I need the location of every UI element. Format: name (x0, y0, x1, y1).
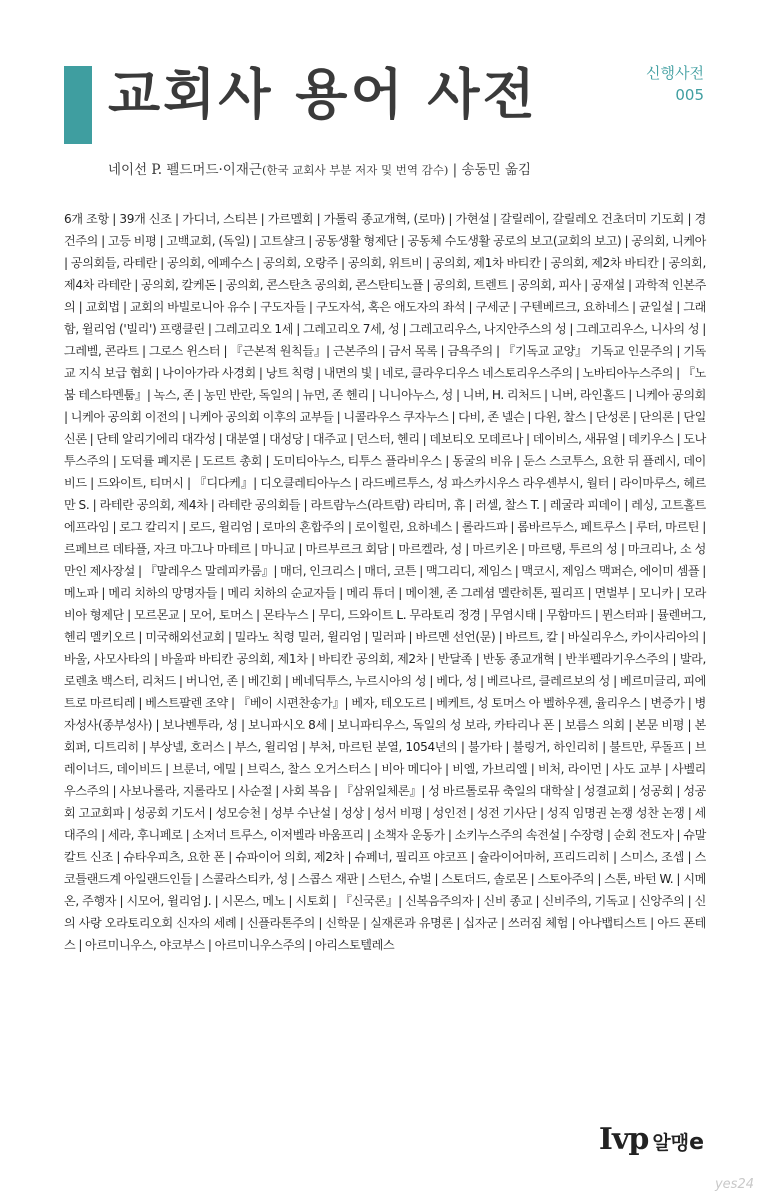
publisher-logo (599, 1122, 704, 1157)
publisher-name-suffix: e (689, 1130, 704, 1155)
authors-note: (한국 교회사 부분 저자 및 번역 감수) (261, 163, 449, 177)
series-number: 005 (675, 86, 704, 104)
publisher-name-text: 알맹 (652, 1132, 690, 1154)
series-name: 신행사전 (646, 64, 704, 82)
watermark: yes24 (714, 1177, 754, 1192)
translator: 송동민 옮김 (461, 162, 532, 178)
publisher-name (652, 1128, 704, 1155)
series-label (646, 62, 704, 106)
authors-main: 네이선 P. 펠드머드·이재근 (108, 162, 262, 178)
title-accent-bar (64, 66, 92, 144)
terms-list: 6개 조항 | 39개 신조 | 가디너, 스티븐 | 가르멜회 | 가톨릭 종교개혁, (로마) | 가현설 | 갈릴레이, 갈릴레오 건초더미 기도회 | 경건주의 | 고등 비평 | 고백교회, (독일) | 고트샬크 | 공동생활 형제단 | 공동체 수도생활 공로의 보고(교회의 보고) | 공의회, 니케아 | 공의회들, 라테란 | 공의회, 에페수스 | 공의회, 오랑주 | 공의회, 위트비 | 공의회, 제1차 바티칸 | 공의회, 제2차 바티칸 | 공의회, 제4차 라테란 | 공의회, 칼케돈 | 공의회, 콘스탄츠 공의회, 콘스탄티노플 | 공의회, 트렌트 | 공의회, 피사 | 공재설 | 과학적 인본주의 | 교회법 | 교회의 바빌로니아 유수 | 구도자들 | 구도자석, 혹은 애도자의 좌석 | 구세군 | 구텐베르크, 요하네스 | 균일설 | 그래함, 윌리엄 ('빌리') 프랭클린 | 그레고리오 1세 | 그레고리오 7세, 성 | 그레고리우스, 나지안주스의 성 | 그레고리우스, 니사의 성 | 그레벨, 콘라트 | 그로스 윈스터 | 『근본적 원칙들』| 근본주의 | 금서 목록 | 금욕주의 | 『기독교 교양』 기독교 인문주의 | 기독교 지식 보급 협회 | 나이아가라 사경회 | 낭트 칙령 | 내면의 빛 | 네로, 클라우디우스 네스토리우스주의 | 노바티아누스주의 | 『노붐 테스타멘툼』| 녹스, 존 | 농민 반란, 독일의 | 뉴먼, 존 헨리 | 니니아누스, 성 | 니버, H. 리처드 | 니버, 라인홀드 | 니케아 공의회 | 니케아 공의회 이전의 | 니케아 공의회 이후의 교부들 | 니콜라우스 쿠자누스 | 다비, 존 넬슨 | 다윈, 찰스 | 단성론 | 단의론 | 단일신론 | 단테 알리기에리 대각성 | 대분열 | 대성당 | 대주교 | 던스터, 헨리 | 데보티오 모데르나 | 데이비스, 새뮤얼 | 데키우스 | 도나투스주의 | 도덕률 폐지론 | 도르트 총회 | 도미티아누스, 티투스 플라비우스 | 동굴의 비유 | 둔스 스코투스, 요한 뒤 플레시, 데이비드 | 드와이트, 티머시 | 『디다케』| 디오클레티아누스 | 라드베르투스, 성 파스카시우스 라우셴부시, 월터 | 라이마루스, 헤르만 S. | 라테란 공의회, 제4차 | 라테란 공의회들 | 라트람누스(라트람) 라티머, 휴 | 러셀, 찰스 T. | 레굴라 피데이 | 레싱, 고트홀트 에프라임 | 로그 칼리지 | 로드, 윌리엄 | 로마의 혼합주의 | 로이힐린, 요하네스 | 롤라드파 | 롬바르두스, 페트루스 | 루터, 마르틴 | 르페브르 데타플, 자크 마그나 마테르 | 마니교 | 마르부르크 회담 | 마르켈라, 성 | 마르키온 | 마르탱, 투르의 성 | 마크리나, 소 성 만인 제사장설 | 『말레우스 말레피카룸』| 매더, 인크리스 | 매더, 코튼 | 맥그리디, 제임스 | 맥코시, 제임스 맥퍼슨, 에이미 셈플 | 메노파 | 메리 치하의 망명자들 | 메리 치하의 순교자들 | 메리 튜더 | 메이첸, 존 그레셤 멜란히톤, 필리프 | 면벌부 | 모니카 | 모라비아 형제단 | 모르몬교 | 모어, 토머스 | 몬타누스 | 무디, 드와이트 L. 무라토리 정경 | 무염시태 | 무함마드 | 뮌스터파 | 뮬렌버그, 헨리 멜키오르 | 미국해외선교회 | 밀라노 칙령 밀러, 윌리엄 | 밀러파 | 바르멘 선언(문) | 바르트, 칼 | 바실리우스, 카이사리아의 | 바울, 사모사타의 | 바울파 바티칸 공의회, 제1차 | 바티칸 공의회, 제2차 | 반달족 | 반동 종교개혁 | 반半펠라기우스주의 | 발라, 로렌초 백스터, 리처드 | 버니언, 존 | 베긴회 | 베네딕투스, 누르시아의 성 | 베다, 성 | 베르나르, 클레르보의 성 | 베르미글리, 피에트로 마르티레 | 베스트팔렌 조약 | 『베이 시편찬송가』| 베자, 테오도르 | 베케트, 성 토머스 아 벨하우젠, 율리우스 | 변증가 | 병자성사(종부성사) | 보나벤투라, 성 | 보니파시오 8세 | 보니파티우스, 독일의 성 보라, 카타리나 폰 | 보름스 의회 | 본문 비평 | 본회퍼, 디트리히 | 부상넬, 호러스 | 부스, 윌리엄 | 부처, 마르틴 분열, 1054년의 | 불가타 | 불링거, 하인리히 | 불트만, 루돌프 | 브레이너드, 데이비드 | 브룬너, 에밀 | 브릭스, 찰스 오거스터스 | 비아 메디아 | 비엘, 가브리엘 | 비처, 라이먼 | 사도 교부 | 사벨리우스주의 | 사보나롤라, 지롤라모 | 사순절 | 사회 복음 | 『삼위일체론』| 성 바르톨로뮤 축일의 대학살 | 성결교회 | 성공회 | 성공회 고교회파 | 성공회 기도서 | 성모승천 | 성부 수난설 | 성상 | 성서 비평 | 성인전 | 성전 기사단 | 성직 임명권 논쟁 성찬 논쟁 | 세대주의 | 세라, 후니페로 | 소저너 트루스, 이저벨라 바움프리 | 소책자 운동가 | 소키누스주의 속전설 | 수장령 | 순회 전도자 | 슈말칼트 신조 | 슈타우피츠, 요한 폰 | 슈파이어 의회, 제2차 | 슈페너, 필리프 야코프 | 슐라이어마허, 프리드리히 | 스미스, 조셉 | 스코틀랜드계 아일랜드인들 | 스콜라스티카, 성 | 스콥스 재판 | 스턴스, 슈벌 | 스토더드, 솔로몬 | 스토아주의 | 스톤, 바턴 W. | 시메온, 주행자 | 시모어, 윌리엄 J. | 시몬스, 메노 | 시토회 | 『신국론』| 신복음주의자 | 신비 종교 | 신비주의, 기독교 | 신앙주의 | 신의 사랑 오라토리오회 신자의 세례 | 신플라톤주의 | 신학문 | 실재론과 유명론 | 십자군 | 쓰러짐 체험 | 아나뱁티스트 | 아드 폰테스 | 아르미니우스, 야코부스 | 아르미니우스주의 | 아리스토텔레스 (64, 212, 707, 952)
author-line (108, 158, 531, 178)
publisher-brand: Ivp (598, 1122, 649, 1157)
author-separator: | (452, 162, 458, 178)
book-title: 교회사 용어 사전 (108, 63, 538, 126)
